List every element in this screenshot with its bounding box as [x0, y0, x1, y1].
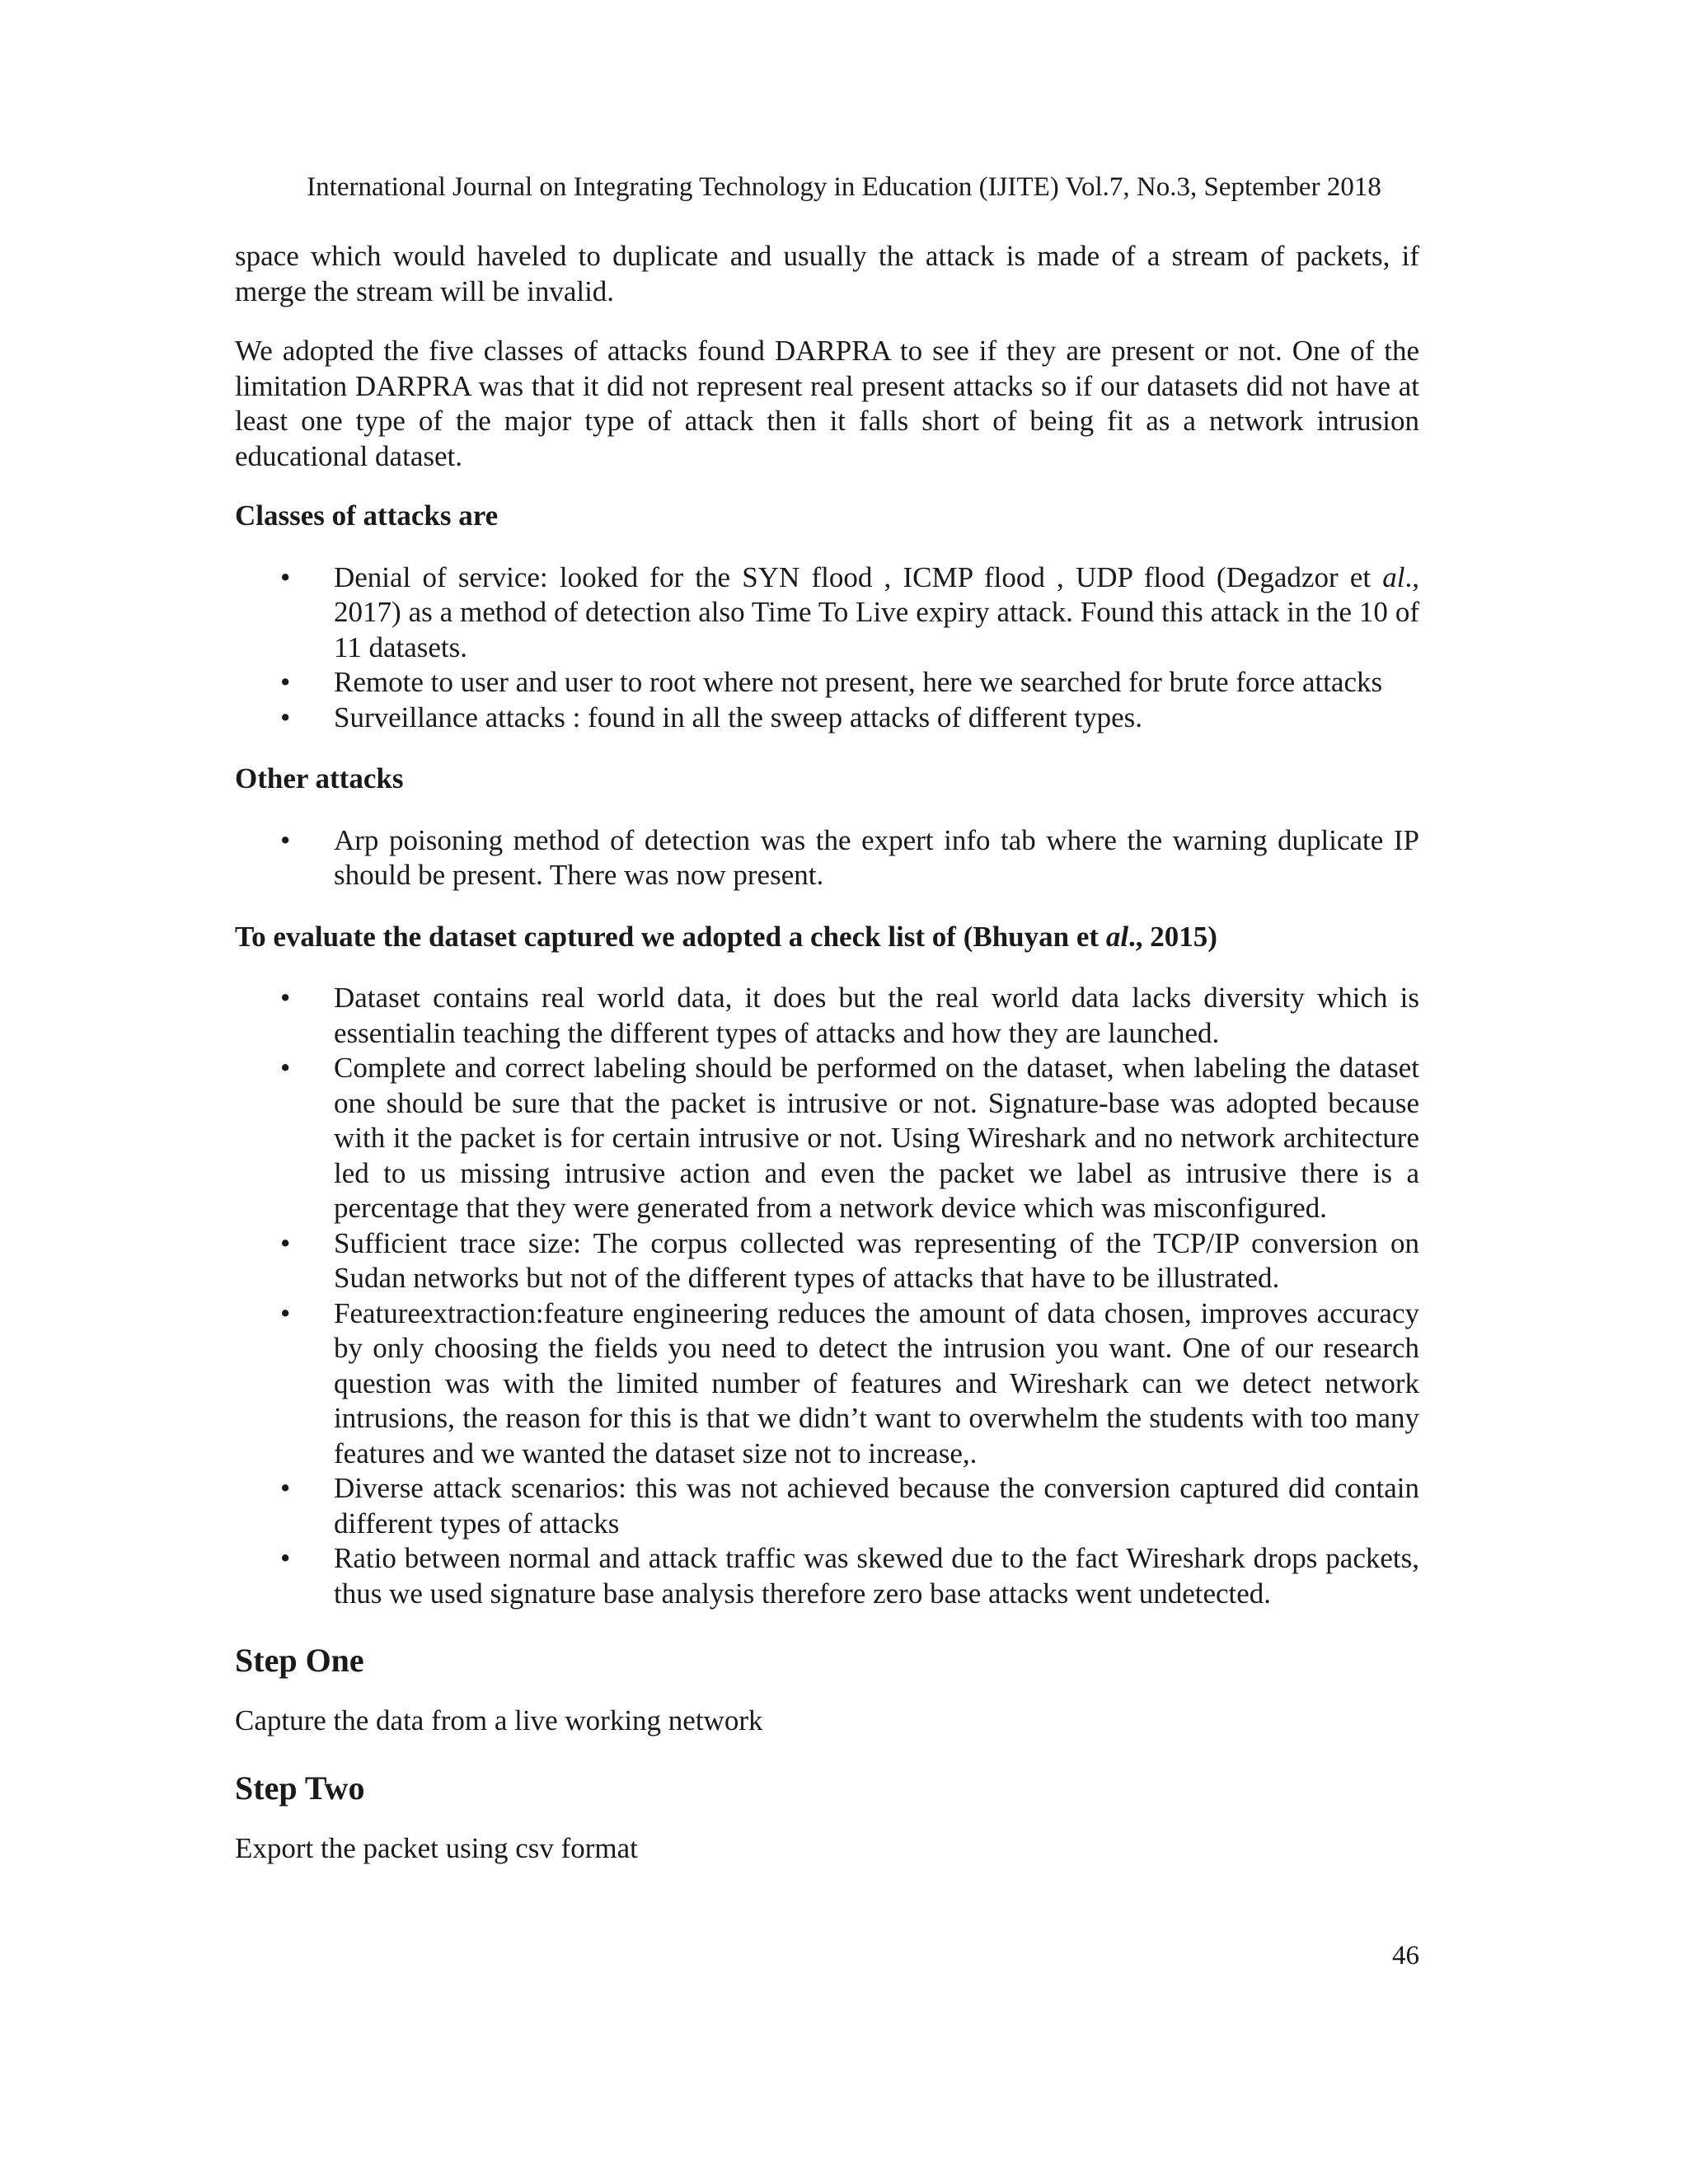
- list-item-text: Diverse attack scenarios: this was not achieved because the conversion captured did contain different types of attacks: [334, 1472, 1419, 1540]
- list-item: [235, 701, 1419, 736]
- list-item: [235, 1471, 1419, 1541]
- other-attacks-list: [235, 823, 1419, 893]
- list-item-text: Arp poisoning method of detection was the expert info tab where the warning duplicate IP should be present. There was now present.: [334, 823, 1419, 891]
- list-item: [235, 981, 1419, 1051]
- list-item-text: Sufficient trace size: The corpus collected was representing of the TCP/IP conversion on Sudan networks but not of the different types of attacks that have to be illustrated.: [334, 1226, 1419, 1294]
- section-heading-other: Other attacks: [235, 762, 404, 794]
- bullet-icon: •: [280, 823, 291, 856]
- list-item: [235, 560, 1419, 666]
- bullet-icon: •: [280, 1296, 291, 1329]
- bullet-icon: •: [280, 1052, 291, 1084]
- paragraph-continuation: space which would haveled to duplicate and usually the attack is made of a stream of packets, if merge the stream will be invalid.: [235, 240, 1419, 307]
- page-number: 46: [1392, 1941, 1419, 1971]
- bullet-icon: •: [280, 1542, 291, 1574]
- bullet-icon: •: [280, 1226, 291, 1259]
- list-item-text: ., 2017) as a method of detection also Time To Live expiry attack. Found this attack in the 10 of 11 datasets.: [334, 560, 1419, 663]
- bullet-icon: •: [280, 701, 291, 733]
- list-item-text: Complete and correct labeling should be performed on the dataset, when labeling the dataset one should be sure that the packet is intrusive or not. Signature-base was adopted because with it the packet is for certain intrusive or not. Using Wireshark and no network architecture led to us missing intrusive action and even the packet we label as intrusive there is a percentage that they were generated from a network device which was misconfigured.: [334, 1052, 1419, 1224]
- list-item-text: Remote to user and user to root where not present, here we searched for brute force attacks: [334, 666, 1383, 698]
- evaluation-checklist: [235, 981, 1419, 1611]
- list-item-text: Ratio between normal and attack traffic was skewed due to the fact Wireshark drops packets, thus we used signature base analysis therefore zero base attacks went undetected.: [334, 1542, 1419, 1610]
- bullet-icon: •: [280, 982, 291, 1014]
- step-two-heading: Step Two: [235, 1769, 365, 1807]
- section-heading-evaluate: [235, 920, 1419, 955]
- list-item: [235, 1541, 1419, 1611]
- list-item-text: Featureextraction:feature engineering reduces the amount of data chosen, improves accuracy by only choosing the fields you need to detect the intrusion you want. One of our research question was with the limited number of features and Wireshark can we detect network intrusions, the reason for this is that we didn’t want to overwhelm the students with too many features and we wanted the dataset size not to increase,.: [334, 1296, 1419, 1469]
- list-item: [235, 823, 1419, 893]
- bullet-icon: •: [280, 666, 291, 698]
- list-item: [235, 665, 1419, 701]
- paragraph-darpa: We adopted the five classes of attacks found DARPRA to see if they are present or not. One of the limitation DARPRA was that it did not represent real present attacks so if our datasets did not have at least one type of the major type of attack then it falls short of being fit as a network intrusion educational dataset.: [235, 335, 1419, 472]
- list-item-text: Surveillance attacks : found in all the sweep attacks of different types.: [334, 701, 1142, 733]
- list-item: [235, 1226, 1419, 1296]
- list-item-text: Denial of service: looked for the SYN flood , ICMP flood , UDP flood (Degadzor et: [334, 560, 1383, 593]
- list-item-text: Dataset contains real world data, it does but the real world data lacks diversity which is essentialin teaching the different types of attacks and how they are launched.: [334, 982, 1419, 1049]
- running-header: International Journal on Integrating Technology in Education (IJITE) Vol.7, No.3, September 2018: [307, 172, 1381, 202]
- citation-etal: al: [1382, 560, 1405, 593]
- heading-text: ., 2015): [1128, 920, 1217, 953]
- heading-text: To evaluate the dataset captured we adopted a check list of (Bhuyan et: [235, 920, 1106, 953]
- step-one-text: Capture the data from a live working network: [235, 1704, 763, 1736]
- list-item: [235, 1051, 1419, 1226]
- citation-etal: al: [1105, 920, 1129, 953]
- step-one-heading: Step One: [235, 1642, 364, 1679]
- bullet-icon: •: [280, 1472, 291, 1504]
- section-heading-classes: Classes of attacks are: [235, 499, 499, 532]
- bullet-icon: •: [280, 560, 291, 593]
- page-body: [235, 239, 1419, 1866]
- classes-list: [235, 560, 1419, 736]
- list-item: [235, 1296, 1419, 1472]
- step-two-text: Export the packet using csv format: [235, 1831, 638, 1864]
